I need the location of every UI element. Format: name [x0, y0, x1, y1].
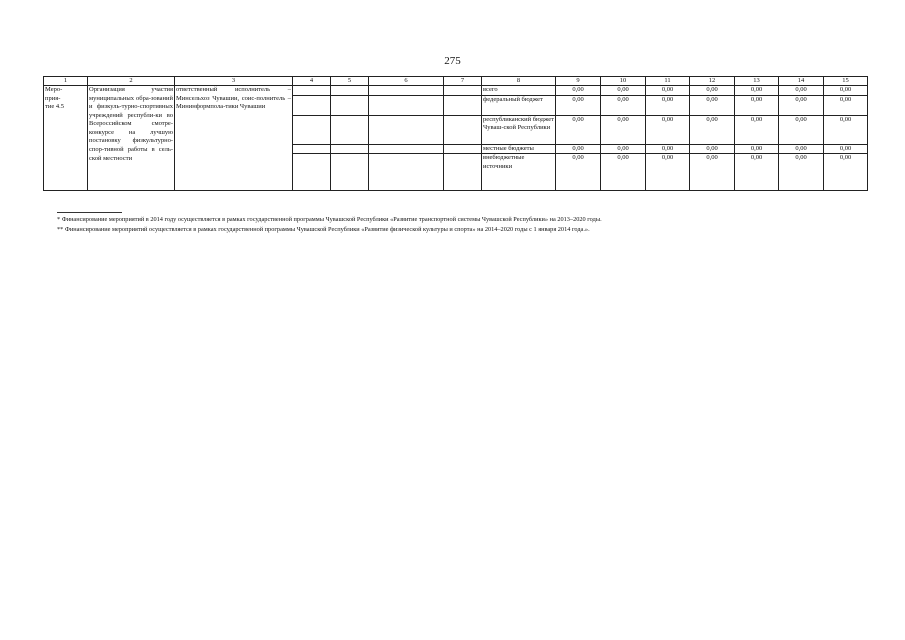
executor-cell: ответственный исполнитель – Минсельхоз Чувашии, соис-полнитель – Мининформпола-тики Чувашии — [175, 86, 293, 191]
value-cell: 0,00 — [601, 86, 646, 96]
value-cell: 0,00 — [779, 154, 824, 191]
value-cell: 0,00 — [646, 115, 690, 144]
value-cell: 0,00 — [824, 144, 868, 154]
footnote-1: * Финансирование мероприятий в 2014 году осуществляется в рамках государственной программы Чувашской Республики «Развитие транспортной системы Чувашской Республики» на 2013–2020 годы. — [57, 216, 602, 223]
funding-source-cell: внебюджетные источники — [482, 154, 556, 191]
footnotes — [57, 212, 877, 235]
value-cell: 0,00 — [735, 95, 779, 115]
column-header: 12 — [690, 77, 735, 86]
value-cell: 0,00 — [690, 144, 735, 154]
empty-cell — [293, 86, 331, 96]
column-header: 2 — [88, 77, 175, 86]
column-header: 6 — [369, 77, 444, 86]
footnote-2: ** Финансирование мероприятий осуществляется в рамках государственной программы Чувашской Республики «Развитие физической культуры и спорта» на 2014–2020 годы с 1 января 2014 года.». — [57, 225, 590, 233]
column-header: 8 — [482, 77, 556, 86]
value-cell: 0,00 — [646, 154, 690, 191]
value-cell: 0,00 — [779, 115, 824, 144]
funding-source-cell: федеральный бюджет — [482, 95, 556, 115]
value-cell: 0,00 — [779, 95, 824, 115]
event-name-cell: Организация участия муниципальных обра-зований и физкуль-турно-спортивных учреждений республи-ки во Всероссийском смотре-конкурсе на лучшую постановку физкультурно-спор-тивной работы в сель-ской местности — [88, 86, 175, 191]
value-cell: 0,00 — [779, 144, 824, 154]
column-header: 5 — [331, 77, 369, 86]
value-cell: 0,00 — [690, 115, 735, 144]
value-cell: 0,00 — [735, 86, 779, 96]
empty-cell — [331, 115, 369, 144]
value-cell: 0,00 — [646, 95, 690, 115]
value-cell: 0,00 — [556, 86, 601, 96]
empty-cell — [293, 154, 331, 191]
value-cell: 0,00 — [601, 115, 646, 144]
column-header: 15 — [824, 77, 868, 86]
value-cell: 0,00 — [824, 115, 868, 144]
table-row — [44, 86, 868, 96]
empty-cell — [369, 154, 444, 191]
empty-cell — [293, 95, 331, 115]
column-header: 3 — [175, 77, 293, 86]
empty-cell — [331, 86, 369, 96]
column-header: 11 — [646, 77, 690, 86]
funding-source-cell: местные бюджеты — [482, 144, 556, 154]
event-number-line: тие 4.5 — [45, 103, 64, 111]
value-cell: 0,00 — [556, 154, 601, 191]
table-header-row — [44, 77, 868, 86]
value-cell: 0,00 — [556, 95, 601, 115]
page-number: 275 — [444, 55, 461, 67]
empty-cell — [369, 144, 444, 154]
column-header: 9 — [556, 77, 601, 86]
value-cell: 0,00 — [556, 115, 601, 144]
empty-cell — [293, 115, 331, 144]
empty-cell — [369, 115, 444, 144]
empty-cell — [369, 86, 444, 96]
footnote-rule — [57, 212, 122, 213]
column-header: 7 — [444, 77, 482, 86]
empty-cell — [444, 154, 482, 191]
value-cell: 0,00 — [735, 154, 779, 191]
empty-cell — [331, 154, 369, 191]
event-number-line: прия- — [45, 94, 61, 102]
column-header: 13 — [735, 77, 779, 86]
value-cell: 0,00 — [779, 86, 824, 96]
column-header: 10 — [601, 77, 646, 86]
column-header: 14 — [779, 77, 824, 86]
value-cell: 0,00 — [690, 86, 735, 96]
empty-cell — [444, 86, 482, 96]
column-header: 4 — [293, 77, 331, 86]
value-cell: 0,00 — [824, 154, 868, 191]
empty-cell — [331, 144, 369, 154]
empty-cell — [444, 144, 482, 154]
empty-cell — [293, 144, 331, 154]
value-cell: 0,00 — [690, 154, 735, 191]
value-cell: 0,00 — [601, 95, 646, 115]
funding-source-cell: всего — [482, 86, 556, 96]
event-number-cell — [44, 86, 88, 191]
value-cell: 0,00 — [824, 95, 868, 115]
funding-source-cell: республиканский бюджет Чуваш-ской Республики — [482, 115, 556, 144]
value-cell: 0,00 — [556, 144, 601, 154]
event-number-line: Меро- — [45, 86, 63, 93]
empty-cell — [444, 115, 482, 144]
value-cell: 0,00 — [601, 144, 646, 154]
column-header: 1 — [44, 77, 88, 86]
value-cell: 0,00 — [646, 144, 690, 154]
value-cell: 0,00 — [601, 154, 646, 191]
value-cell: 0,00 — [824, 86, 868, 96]
value-cell: 0,00 — [735, 144, 779, 154]
empty-cell — [369, 95, 444, 115]
value-cell: 0,00 — [646, 86, 690, 96]
empty-cell — [444, 95, 482, 115]
budget-table — [43, 76, 868, 191]
value-cell: 0,00 — [735, 115, 779, 144]
empty-cell — [331, 95, 369, 115]
value-cell: 0,00 — [690, 95, 735, 115]
